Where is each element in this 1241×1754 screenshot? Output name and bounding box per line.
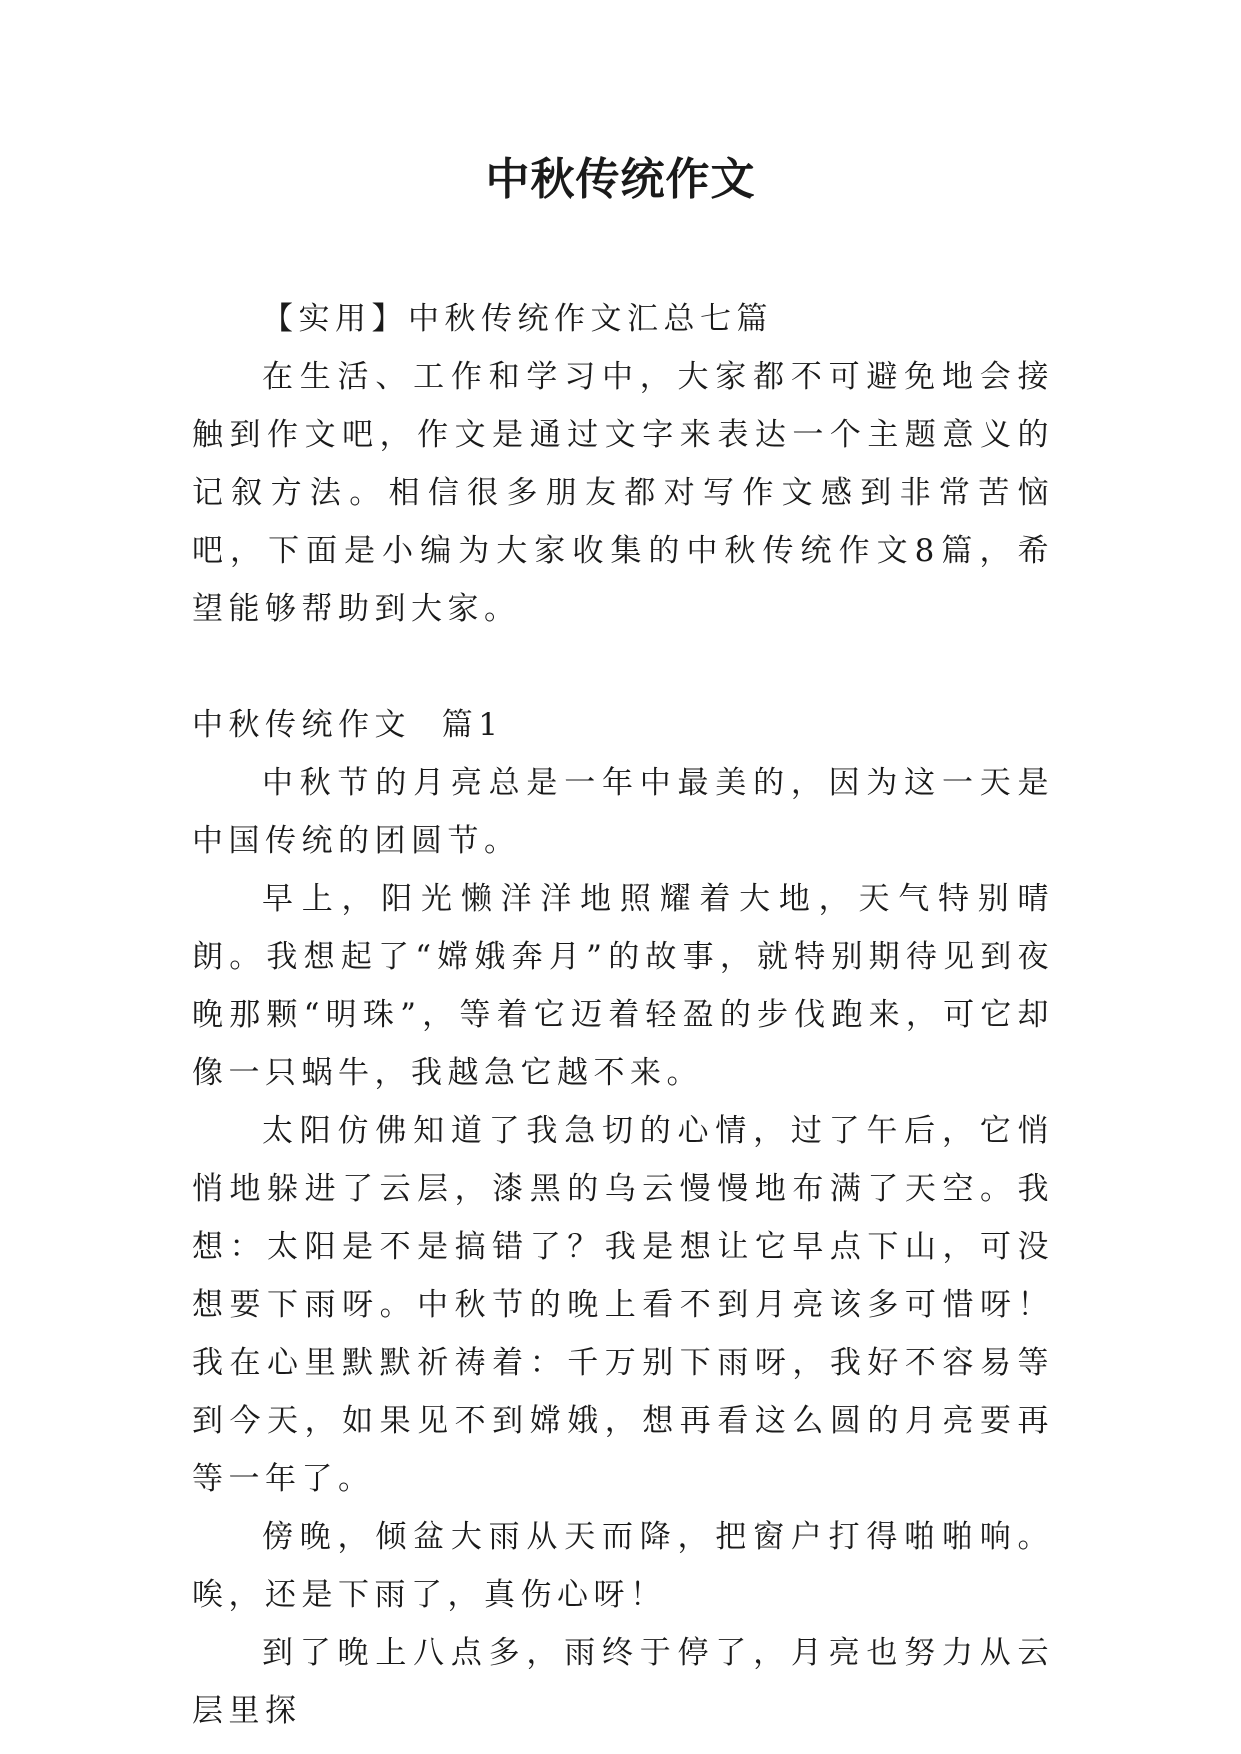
section-spacer xyxy=(192,638,1054,696)
body-paragraph-1: 中秋节的月亮总是一年中最美的，因为这一天是中国传统的团圆节。 xyxy=(192,765,1054,859)
document-title: 中秋传统作文 xyxy=(485,154,756,205)
body-paragraph-2: 早上，阳光懒洋洋地照耀着大地，天气特别晴朗。我想起了“嫦娥奔月”的故事，就特别期待见到夜晚那颗“明珠”，等着它迈着轻盈的步伐跑来，可它却像一只蜗牛，我越急它越不来。 xyxy=(192,881,1054,1091)
intro-paragraph: 在生活、工作和学习中，大家都不可避免地会接触到作文吧，作文是通过文字来表达一个主题意义的记叙方法。相信很多朋友都对写作文感到非常苦恼吧，下面是小编为大家收集的中秋传统作文8篇，希望能够帮助到大家。 xyxy=(192,359,1054,627)
document-subtitle: 【实用】中秋传统作文汇总七篇 xyxy=(262,301,773,337)
document-body xyxy=(192,290,1054,1740)
body-paragraph-4: 傍晚，倾盆大雨从天而降，把窗户打得啪啪响。唉，还是下雨了，真伤心呀！ xyxy=(192,1519,1054,1613)
body-paragraph-3: 太阳仿佛知道了我急切的心情，过了午后，它悄悄地躲进了云层，漆黑的乌云慢慢地布满了天空。我想：太阳是不是搞错了？我是想让它早点下山，可没想要下雨呀。中秋节的晚上看不到月亮该多可惜呀！我在心里默默祈祷着：千万别下雨呀，我好不容易等到今天，如果见不到嫦娥，想再看这么圆的月亮要再等一年了。 xyxy=(192,1113,1054,1497)
body-paragraph-5: 到了晚上八点多，雨终于停了，月亮也努力从云层里探 xyxy=(192,1635,1054,1729)
section-heading: 中秋传统作文 篇1 xyxy=(192,707,504,743)
